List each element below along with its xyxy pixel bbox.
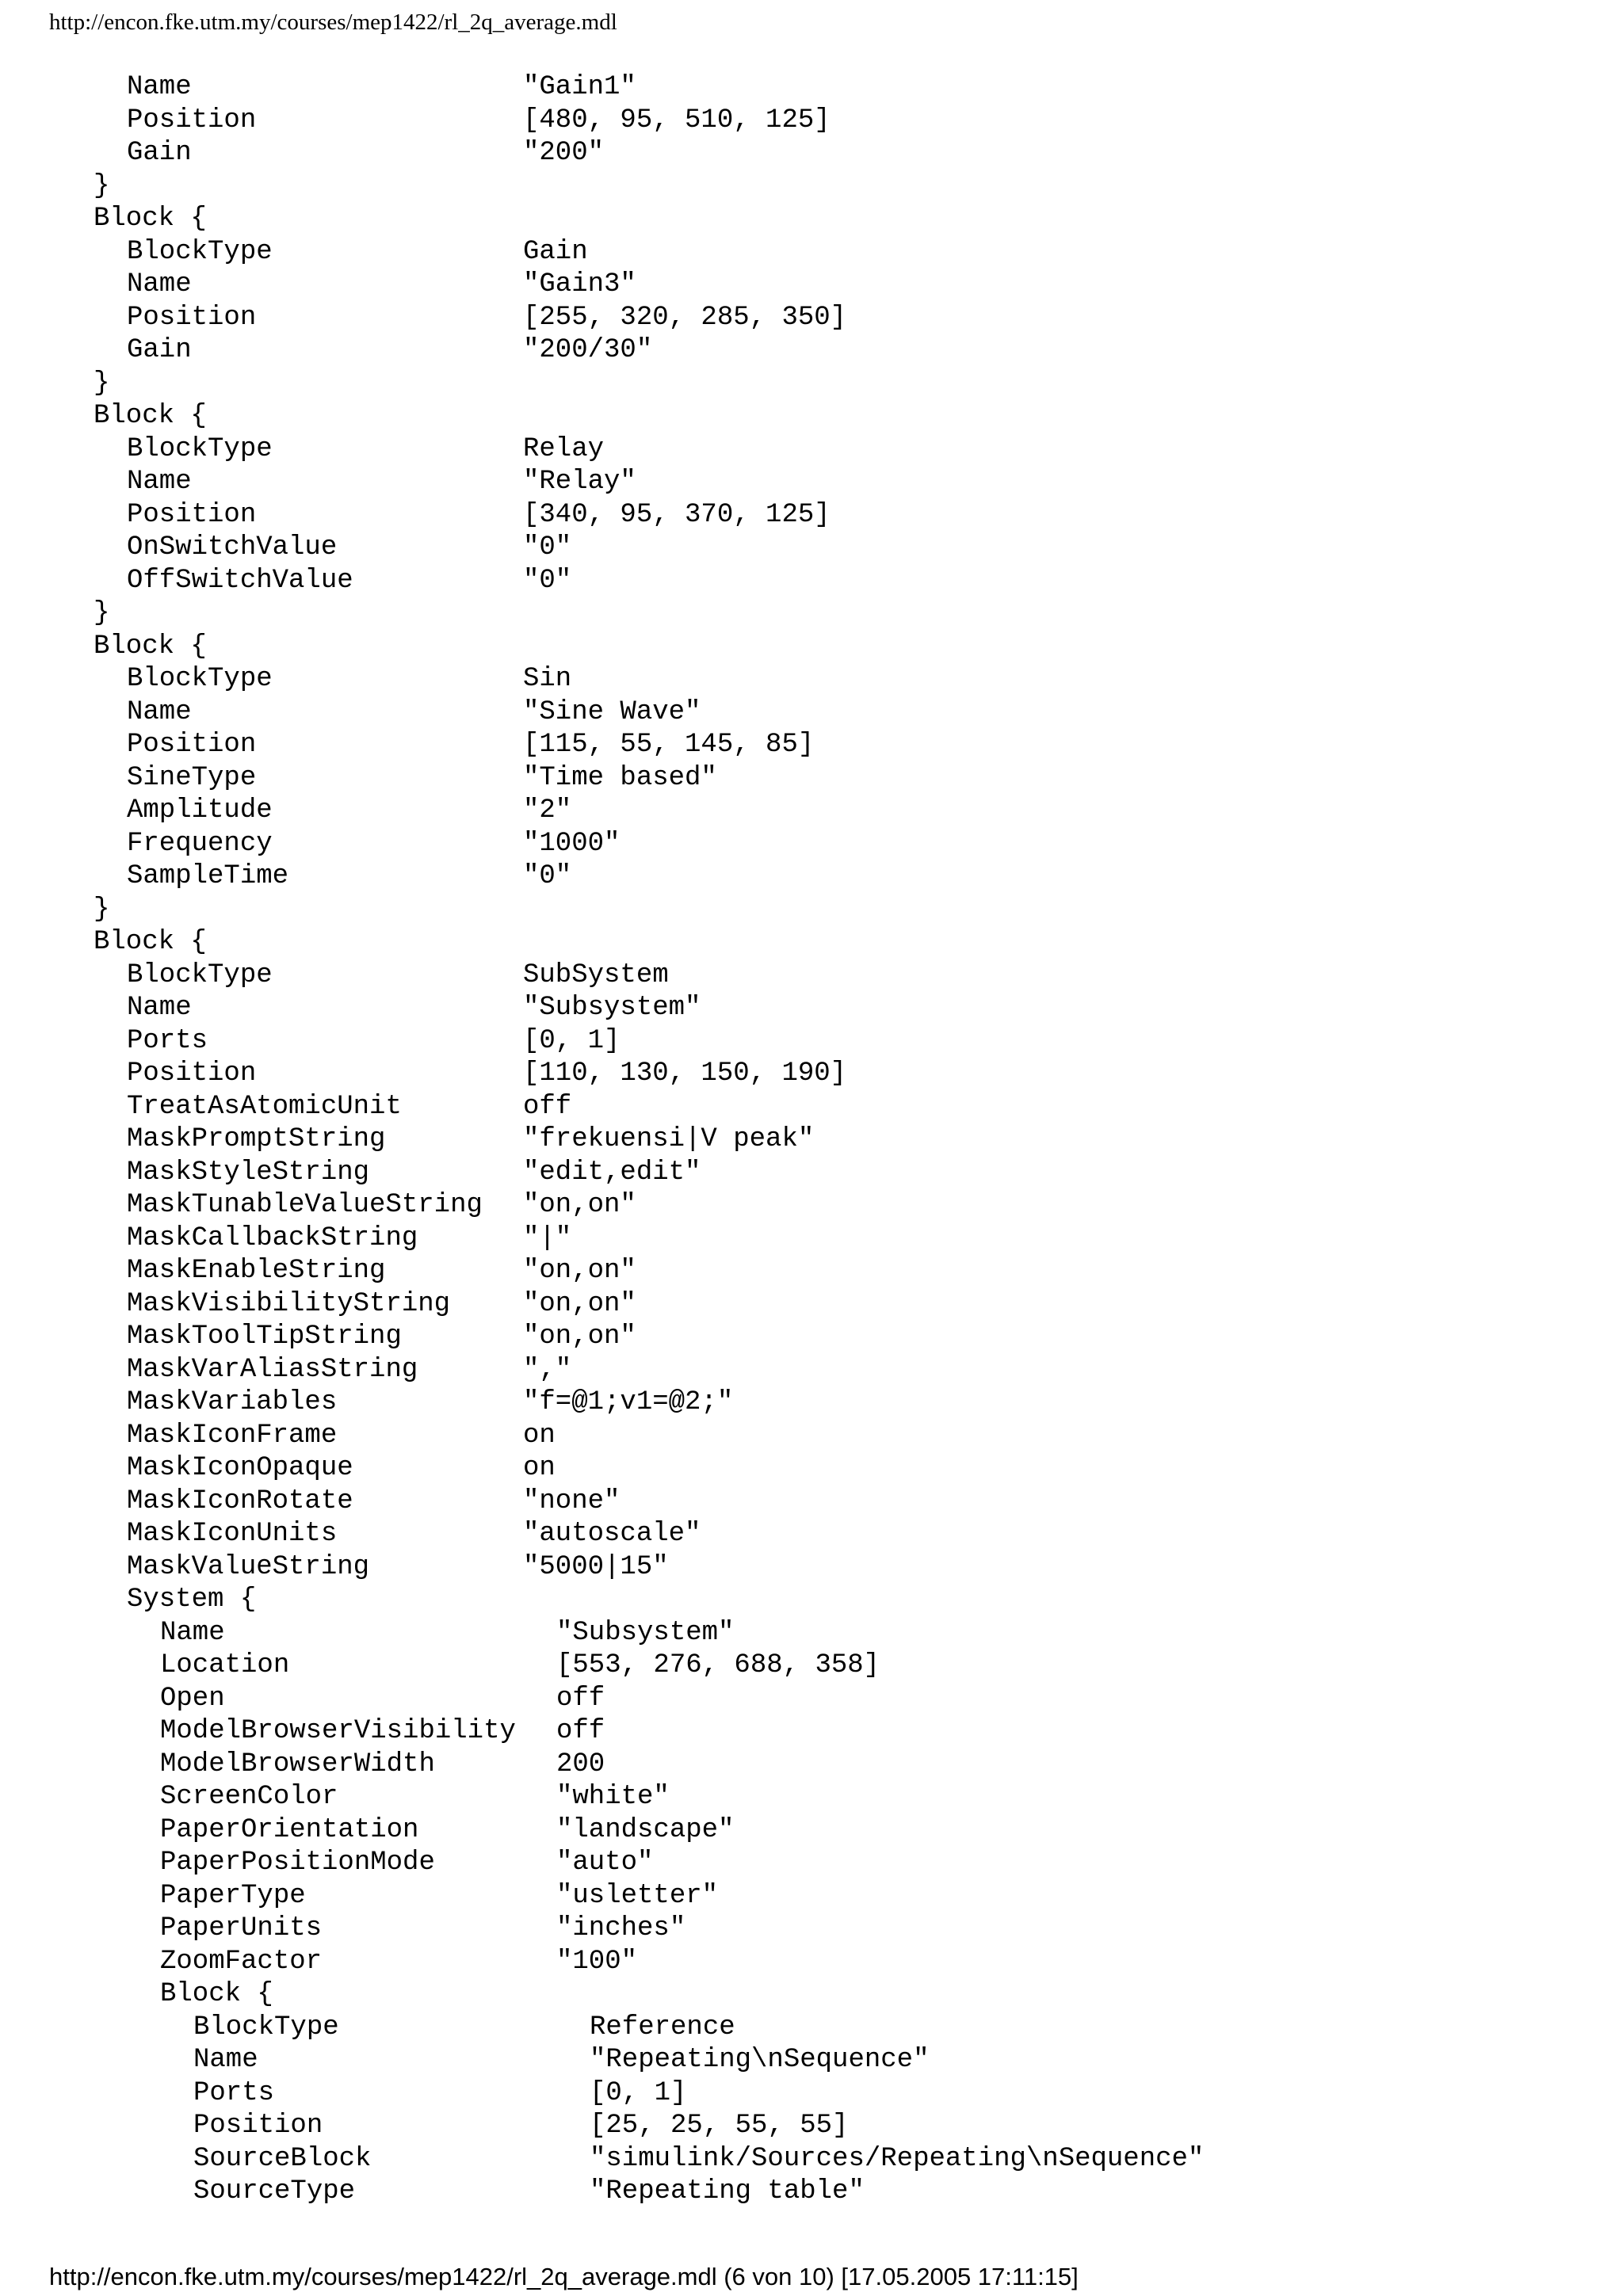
code-line bbox=[0, 1650, 1623, 1683]
code-key: PaperOrientation bbox=[160, 1814, 419, 1845]
code-value: "Repeating\nSequence" bbox=[590, 2045, 930, 2075]
code-key: Name bbox=[193, 2045, 258, 2075]
code-key: Position bbox=[127, 105, 257, 135]
code-key: Block { bbox=[94, 631, 207, 662]
code-line bbox=[0, 795, 1623, 828]
code-line bbox=[0, 137, 1623, 170]
code-value: [110, 130, 150, 190] bbox=[523, 1058, 847, 1089]
code-key: Block { bbox=[94, 927, 207, 957]
code-key: MaskVarAliasString bbox=[127, 1354, 418, 1385]
code-value: Reference bbox=[590, 2012, 735, 2042]
code-key: Block { bbox=[94, 401, 207, 431]
code-line bbox=[0, 828, 1623, 861]
code-value: "Sine Wave" bbox=[523, 696, 701, 727]
code-value: on bbox=[523, 1420, 556, 1451]
code-line bbox=[0, 2110, 1623, 2143]
code-key: SourceBlock bbox=[193, 2143, 372, 2174]
code-key: Amplitude bbox=[127, 795, 273, 826]
code-line bbox=[0, 499, 1623, 532]
code-line bbox=[0, 959, 1623, 993]
code-value: [553, 276, 688, 358] bbox=[556, 1650, 880, 1680]
code-line bbox=[0, 1189, 1623, 1222]
page-header-url: http://encon.fke.utm.my/courses/mep1422/rl_2q_average.mdl bbox=[49, 10, 617, 35]
code-line bbox=[0, 1386, 1623, 1420]
code-value: [115, 55, 145, 85] bbox=[523, 730, 815, 760]
code-line bbox=[0, 302, 1623, 335]
code-line bbox=[0, 762, 1623, 795]
code-value: "auto" bbox=[556, 1848, 654, 1878]
code-key: MaskCallbackString bbox=[127, 1222, 418, 1253]
code-value: "Repeating table" bbox=[590, 2176, 865, 2206]
code-value: "autoscale" bbox=[523, 1519, 701, 1549]
code-line bbox=[0, 597, 1623, 631]
code-key: Ports bbox=[193, 2077, 275, 2108]
code-line bbox=[0, 170, 1623, 204]
code-key: Location bbox=[160, 1650, 290, 1680]
code-value: "Subsystem" bbox=[556, 1617, 735, 1648]
code-line bbox=[0, 1123, 1623, 1157]
code-key: ScreenColor bbox=[160, 1782, 338, 1812]
code-value: 200 bbox=[556, 1749, 605, 1779]
code-key: MaskValueString bbox=[127, 1551, 370, 1582]
code-key: MaskIconUnits bbox=[127, 1519, 338, 1549]
code-line bbox=[0, 1222, 1623, 1256]
code-line bbox=[0, 71, 1623, 105]
code-value: [480, 95, 510, 125] bbox=[523, 105, 831, 135]
code-key: MaskToolTipString bbox=[127, 1322, 402, 1352]
code-value: "200" bbox=[523, 138, 605, 168]
code-line bbox=[0, 1946, 1623, 1979]
code-key: ModelBrowserVisibility bbox=[160, 1716, 516, 1746]
code-line bbox=[0, 1255, 1623, 1288]
code-key: Gain bbox=[127, 138, 192, 168]
code-line bbox=[0, 1420, 1623, 1453]
code-key: Frequency bbox=[127, 828, 273, 859]
code-line bbox=[0, 565, 1623, 598]
code-value: [25, 25, 55, 55] bbox=[590, 2111, 849, 2141]
code-line bbox=[0, 1551, 1623, 1585]
code-line bbox=[0, 631, 1623, 664]
code-key: MaskIconRotate bbox=[127, 1486, 353, 1516]
code-value: "edit,edit" bbox=[523, 1157, 701, 1188]
code-value: "usletter" bbox=[556, 1880, 719, 1911]
code-line bbox=[0, 368, 1623, 401]
code-key: Open bbox=[160, 1683, 225, 1714]
code-line bbox=[0, 926, 1623, 959]
code-key: System { bbox=[127, 1585, 257, 1615]
code-line bbox=[0, 1091, 1623, 1124]
code-key: MaskVariables bbox=[127, 1387, 338, 1417]
code-line bbox=[0, 1157, 1623, 1190]
code-line bbox=[0, 1683, 1623, 1716]
code-key: MaskStyleString bbox=[127, 1157, 370, 1188]
code-key: OffSwitchValue bbox=[127, 565, 353, 596]
code-key: Name bbox=[127, 269, 192, 299]
code-line bbox=[0, 105, 1623, 138]
code-key: MaskPromptString bbox=[127, 1124, 386, 1154]
code-key: SineType bbox=[127, 762, 257, 793]
code-value: "on,on" bbox=[523, 1190, 636, 1220]
code-line bbox=[0, 1847, 1623, 1880]
code-line bbox=[0, 1321, 1623, 1354]
code-line bbox=[0, 1518, 1623, 1551]
code-value: [255, 320, 285, 350] bbox=[523, 302, 847, 333]
code-value: [0, 1] bbox=[590, 2077, 687, 2108]
code-key: Position bbox=[127, 499, 257, 530]
code-value: "5000|15" bbox=[523, 1551, 669, 1582]
code-key: Position bbox=[127, 302, 257, 333]
code-line bbox=[0, 1288, 1623, 1322]
code-key: BlockType bbox=[127, 236, 273, 267]
code-key: BlockType bbox=[193, 2012, 339, 2042]
code-key: Name bbox=[160, 1617, 225, 1648]
code-key: MaskIconFrame bbox=[127, 1420, 338, 1451]
mdl-code-listing bbox=[0, 71, 1623, 2209]
code-value: "landscape" bbox=[556, 1814, 735, 1845]
code-value: "0" bbox=[523, 565, 572, 596]
code-key: BlockType bbox=[127, 664, 273, 694]
code-line bbox=[0, 1452, 1623, 1486]
code-key: ZoomFactor bbox=[160, 1946, 323, 1977]
code-value: on bbox=[523, 1453, 556, 1483]
code-key: MaskVisibilityString bbox=[127, 1288, 451, 1319]
code-value: SubSystem bbox=[523, 959, 669, 990]
code-line bbox=[0, 532, 1623, 565]
code-line bbox=[0, 433, 1623, 467]
code-key: } bbox=[94, 368, 110, 399]
code-key: PaperType bbox=[160, 1880, 306, 1911]
code-value: "2" bbox=[523, 795, 572, 826]
code-value: "200/30" bbox=[523, 335, 653, 365]
code-value: "none" bbox=[523, 1486, 621, 1516]
code-value: [340, 95, 370, 125] bbox=[523, 499, 831, 530]
code-key: Ports bbox=[127, 1025, 208, 1056]
code-line bbox=[0, 1913, 1623, 1946]
code-line bbox=[0, 1058, 1623, 1091]
code-key: Block { bbox=[94, 204, 207, 234]
code-key: Gain bbox=[127, 335, 192, 365]
code-key: Position bbox=[127, 1058, 257, 1089]
code-line bbox=[0, 1617, 1623, 1650]
code-value: off bbox=[556, 1716, 605, 1746]
code-line bbox=[0, 269, 1623, 302]
code-line bbox=[0, 2077, 1623, 2111]
code-key: Name bbox=[127, 993, 192, 1023]
code-value: "frekuensi|V peak" bbox=[523, 1124, 815, 1154]
code-key: SourceType bbox=[193, 2176, 356, 2206]
code-value: off bbox=[523, 1091, 572, 1122]
code-value: "100" bbox=[556, 1946, 638, 1977]
code-value: "on,on" bbox=[523, 1256, 636, 1286]
code-key: ModelBrowserWidth bbox=[160, 1749, 435, 1779]
code-value: Gain bbox=[523, 236, 588, 267]
code-value: Sin bbox=[523, 664, 572, 694]
code-value: off bbox=[556, 1683, 605, 1714]
code-line bbox=[0, 334, 1623, 368]
code-line bbox=[0, 1584, 1623, 1617]
code-value: "Gain3" bbox=[523, 269, 636, 299]
page-footer: http://encon.fke.utm.my/courses/mep1422/rl_2q_average.mdl (6 von 10) [17.05.2005 17:11:15] bbox=[49, 2263, 1079, 2290]
code-line bbox=[0, 2044, 1623, 2077]
code-key: MaskTunableValueString bbox=[127, 1190, 483, 1220]
code-line bbox=[0, 860, 1623, 894]
code-line bbox=[0, 729, 1623, 762]
code-line bbox=[0, 894, 1623, 927]
code-key: BlockType bbox=[127, 433, 273, 464]
code-key: } bbox=[94, 598, 110, 628]
code-key: Block { bbox=[160, 1979, 273, 2009]
code-value: "0" bbox=[523, 861, 572, 891]
code-key: } bbox=[94, 894, 110, 925]
code-line bbox=[0, 1715, 1623, 1749]
code-key: OnSwitchValue bbox=[127, 532, 338, 563]
code-line bbox=[0, 2176, 1623, 2209]
code-key: Position bbox=[193, 2111, 323, 2141]
code-key: PaperUnits bbox=[160, 1913, 323, 1943]
code-key: MaskEnableString bbox=[127, 1256, 386, 1286]
code-key: Name bbox=[127, 467, 192, 497]
code-line bbox=[0, 236, 1623, 269]
code-line bbox=[0, 663, 1623, 696]
code-line bbox=[0, 1978, 1623, 2012]
code-value: "1000" bbox=[523, 828, 621, 859]
code-key: } bbox=[94, 170, 110, 201]
code-line bbox=[0, 1814, 1623, 1848]
code-line bbox=[0, 1749, 1623, 1782]
code-value: [0, 1] bbox=[523, 1025, 621, 1056]
code-value: "0" bbox=[523, 532, 572, 563]
code-value: "Relay" bbox=[523, 467, 636, 497]
code-key: Name bbox=[127, 696, 192, 727]
code-value: Relay bbox=[523, 433, 605, 464]
code-value: "," bbox=[523, 1354, 572, 1385]
code-value: "|" bbox=[523, 1222, 572, 1253]
code-value: "Subsystem" bbox=[523, 993, 701, 1023]
code-line bbox=[0, 2143, 1623, 2176]
code-key: MaskIconOpaque bbox=[127, 1453, 353, 1483]
code-key: BlockType bbox=[127, 959, 273, 990]
code-key: Name bbox=[127, 72, 192, 102]
code-line bbox=[0, 992, 1623, 1025]
code-line bbox=[0, 1486, 1623, 1519]
code-key: TreatAsAtomicUnit bbox=[127, 1091, 402, 1122]
code-line bbox=[0, 1781, 1623, 1814]
code-line bbox=[0, 1880, 1623, 1913]
code-line bbox=[0, 466, 1623, 499]
code-value: "Gain1" bbox=[523, 72, 636, 102]
code-key: Position bbox=[127, 730, 257, 760]
code-value: "on,on" bbox=[523, 1322, 636, 1352]
code-value: "f=@1;v1=@2;" bbox=[523, 1387, 734, 1417]
code-line bbox=[0, 1025, 1623, 1058]
code-line bbox=[0, 203, 1623, 236]
code-line bbox=[0, 696, 1623, 730]
code-value: "simulink/Sources/Repeating\nSequence" bbox=[590, 2143, 1205, 2174]
code-value: "white" bbox=[556, 1782, 670, 1812]
code-key: SampleTime bbox=[127, 861, 289, 891]
code-line bbox=[0, 2012, 1623, 2045]
code-key: PaperPositionMode bbox=[160, 1848, 435, 1878]
code-value: "on,on" bbox=[523, 1288, 636, 1319]
code-value: "Time based" bbox=[523, 762, 717, 793]
code-value: "inches" bbox=[556, 1913, 686, 1943]
code-line bbox=[0, 1354, 1623, 1387]
code-line bbox=[0, 400, 1623, 433]
